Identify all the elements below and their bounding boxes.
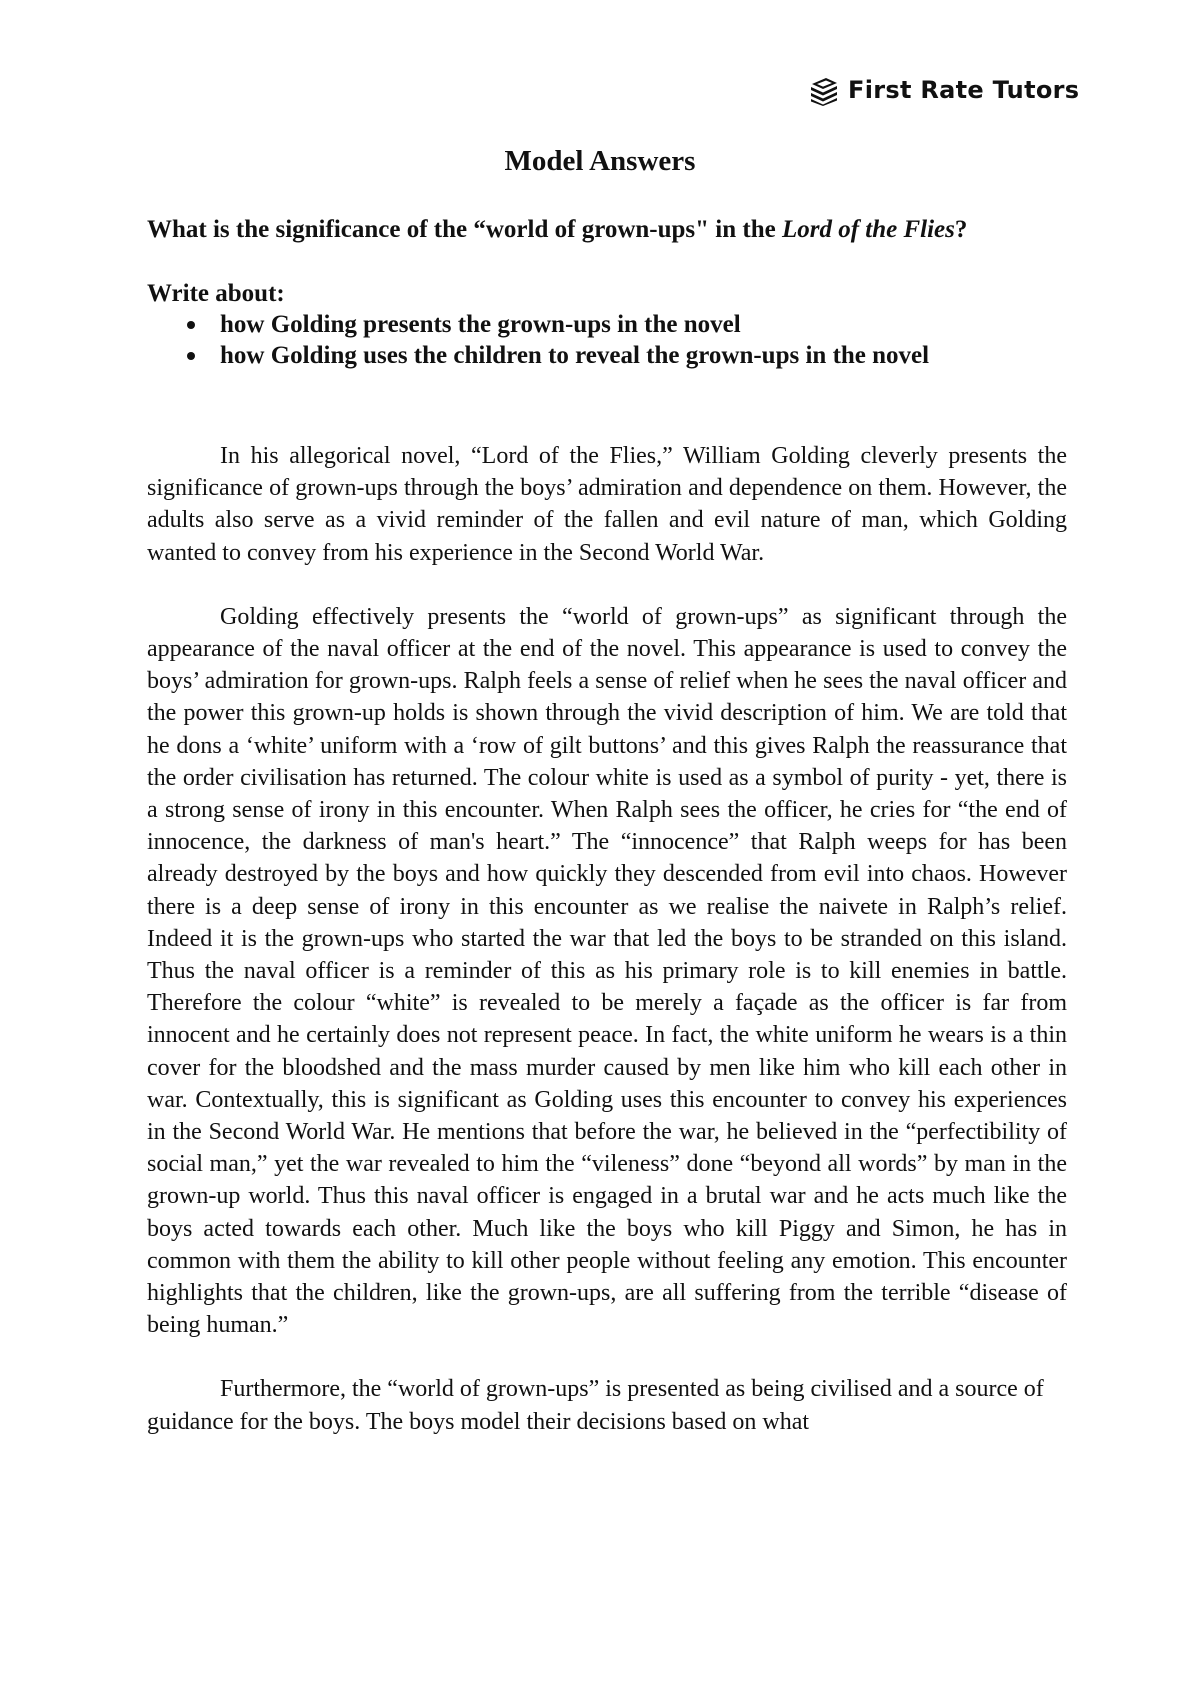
bullet-dot-icon <box>187 352 195 360</box>
question-text: What is the significance of the “world of grown-ups" in the <box>147 216 782 243</box>
bullet-text: how Golding presents the grown-ups in the novel <box>220 311 741 338</box>
page-title: Model Answers <box>504 145 696 177</box>
brand-name: First Rate Tutors <box>848 76 1080 104</box>
question-mark: ? <box>954 216 968 243</box>
essay-paragraph-1: In his allegorical novel, “Lord of the Flies,” William Golding cleverly presents the significance of grown-ups through the boys’ admiration and dependence on them. However, the adults also serve as a vivid reminder of the fallen and evil nature of man, which Golding wanted to convey from his experience in the Second World War. <box>147 443 1067 566</box>
bullet-item <box>147 309 1067 340</box>
bullet-text: how Golding uses the children to reveal the grown-ups in the novel <box>220 342 930 369</box>
essay-body <box>147 440 1067 1470</box>
essay-paragraph-2: Golding effectively presents the “world of grown-ups” as significant through the appearance of the naval officer at the end of the novel. This appearance is used to convey the boys’ admiration for grown-ups. Ralph feels a sense of relief when he sees the naval officer and the power this grown-up holds is shown through the vivid description of him. We are told that he dons a ‘white’ uniform with a ‘row of gilt buttons’ and this gives Ralph the reassurance that the order civilisation has returned. The colour white is used as a symbol of purity - yet, there is a strong sense of irony in this encounter. When Ralph sees the officer, he cries for “the end of innocence, the darkness of man's heart.” The “innocence” that Ralph weeps for has been already destroyed by the boys and how quickly they descended from evil into chaos. However there is a deep sense of irony in this encounter as we realise the naivete in Ralph’s relief. Indeed it is the grown-ups who started the war that led the boys to be stranded on this island. Thus the naval officer is a reminder of this as his primary role is to kill enemies in battle. Therefore the colour “white” is revealed to be merely a façade as the officer is far from innocent and he certainly does not represent peace. In fact, the white uniform he wears is a thin cover for the bloodshed and the mass murder caused by men like him who kill each other in war. Contextually, this is significant as Golding uses this encounter to convey his experiences in the Second World War. He mentions that before the war, he believed in the “perfectibility of social man,” yet the war revealed to him the “vileness” done “beyond all words” by man in the grown-up world. Thus this naval officer is engaged in a brutal war and he acts much like the boys acted towards each other. Much like the boys who kill Piggy and Simon, he has in common with them the ability to kill other people without feeling any emotion. This encounter highlights that the children, like the grown-ups, are all suffering from the terrible “disease of being human.” <box>147 603 1067 1339</box>
bullet-dot-icon <box>187 321 195 329</box>
write-about-label: Write about: <box>147 280 285 307</box>
prompt-bullet-list <box>147 309 1067 371</box>
brand-logo <box>808 74 1079 106</box>
stacked-books-icon <box>808 74 840 106</box>
book-title: Lord of the Flies <box>781 216 955 243</box>
essay-paragraph-3: Furthermore, the “world of grown-ups” is presented as being civilised and a source of guidance for the boys. The boys model their decisions based on what <box>147 1376 1044 1435</box>
question-heading <box>147 214 1047 245</box>
bullet-item <box>147 340 1067 371</box>
